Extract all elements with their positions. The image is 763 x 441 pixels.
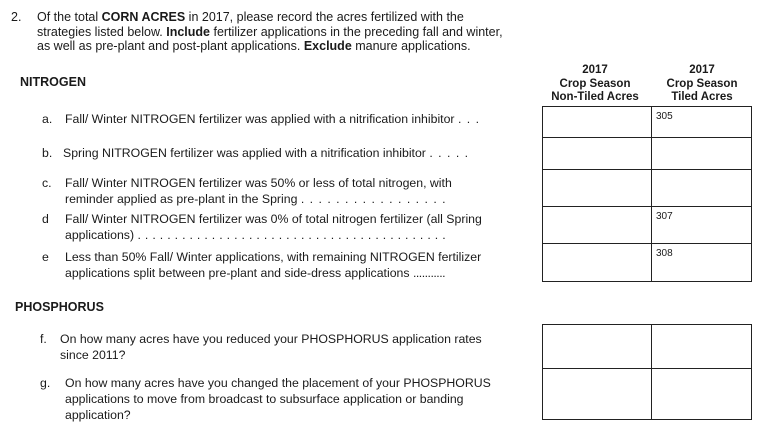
item-letter: d [42,212,49,226]
q-line2-bold: Include [166,24,211,39]
nitrogen-heading: NITROGEN [20,75,86,89]
answer-box-a-non-tiled[interactable] [542,106,652,138]
answer-box-f-tiled[interactable] [651,324,752,369]
item-letter: a. [42,112,53,126]
leader-dots: ........... [412,266,446,280]
q-line3-bold: Exclude [303,39,352,53]
answer-box-g-tiled[interactable] [651,368,752,420]
answer-box-c-tiled[interactable] [651,169,752,207]
item-c [42,175,532,207]
item-f [40,331,535,363]
col1-line1: Crop Season [559,77,631,90]
col2-line1: Crop Season [666,77,738,90]
q-line3-pre: as well as pre-plant and post-plant applications. [37,39,304,53]
item-code: 305 [656,111,673,122]
answer-box-a-tiled[interactable] [651,106,752,138]
q-line3-post: manure applications. [351,39,471,53]
q-line2-post: fertilizer applications in the preceding fall and winter, [210,24,503,39]
leader-dots: . . . [457,112,481,126]
q-line1-pre: Of the total [37,10,102,24]
answer-box-d-non-tiled[interactable] [542,206,652,244]
item-letter: e [42,250,49,264]
item-text-line3: application? [65,408,131,422]
phosphorus-heading: PHOSPHORUS [15,300,104,314]
item-letter: b. [42,146,53,160]
item-e [42,249,537,281]
item-b [42,145,532,161]
answer-box-f-non-tiled[interactable] [542,324,652,369]
column-header-tiled [651,64,753,105]
item-text-line2: applications split between pre-plant and side-dress applications [65,266,410,280]
question-2 [11,10,551,54]
item-text-line1: On how many acres have you changed the placement of your PHOSPHORUS [65,376,491,390]
answer-box-c-non-tiled[interactable] [542,169,652,207]
col2-year: 2017 [689,64,715,76]
answer-box-d-tiled[interactable] [651,206,752,244]
answer-box-e-tiled[interactable] [651,243,752,282]
leader-dots: . . . . . . . . . . . . . . . . . [300,192,447,206]
question-number: 2. [11,10,22,24]
col1-year: 2017 [582,64,608,76]
answer-box-e-non-tiled[interactable] [542,243,652,282]
item-letter: g. [40,376,51,390]
item-text: Fall/ Winter NITROGEN fertilizer was applied with a nitrification inhibitor [65,112,455,126]
item-text-line2: applications) [65,228,135,242]
q-line1-bold: CORN ACRES [101,10,186,24]
answer-box-b-non-tiled[interactable] [542,137,652,170]
question-text [37,10,551,54]
item-code: 307 [656,211,673,222]
leader-dots: . . . . . . . . . . . . . . . . . . . . . . . . . . . . . . . . . . . . . . . . . . [137,228,446,242]
q-line2-pre: strategies listed below. [37,24,167,39]
q-line1-post: in 2017, please record the acres fertilized with the [185,10,464,24]
item-a [42,111,532,127]
item-letter: c. [42,176,52,190]
item-text-line1: On how many acres have you reduced your PHOSPHORUS application rates [60,332,482,346]
item-text-line1: Less than 50% Fall/ Winter applications, with remaining NITROGEN fertilizer [65,250,482,264]
leader-dots: . . . . . [429,146,470,160]
col1-line2: Non-Tiled Acres [551,91,639,103]
item-d [42,211,537,243]
column-header-non-tiled [540,64,650,105]
col2-line2: Tiled Acres [671,91,733,103]
item-text-line2: applications to move from broadcast to subsurface application or banding [65,392,464,406]
item-text-line2: since 2011? [60,348,126,362]
item-text: Spring NITROGEN fertilizer was applied with a nitrification inhibitor [63,146,426,160]
item-g [40,375,535,423]
answer-box-g-non-tiled[interactable] [542,368,652,420]
item-text-line1: Fall/ Winter NITROGEN fertilizer was 50% or less of total nitrogen, with [65,176,452,190]
item-text-line1: Fall/ Winter NITROGEN fertilizer was 0% of total nitrogen fertilizer (all Spring [65,212,482,226]
answer-box-b-tiled[interactable] [651,137,752,170]
item-text-line2: reminder applied as pre-plant in the Spring [65,192,298,206]
item-code: 308 [656,248,673,259]
item-letter: f. [40,332,47,346]
